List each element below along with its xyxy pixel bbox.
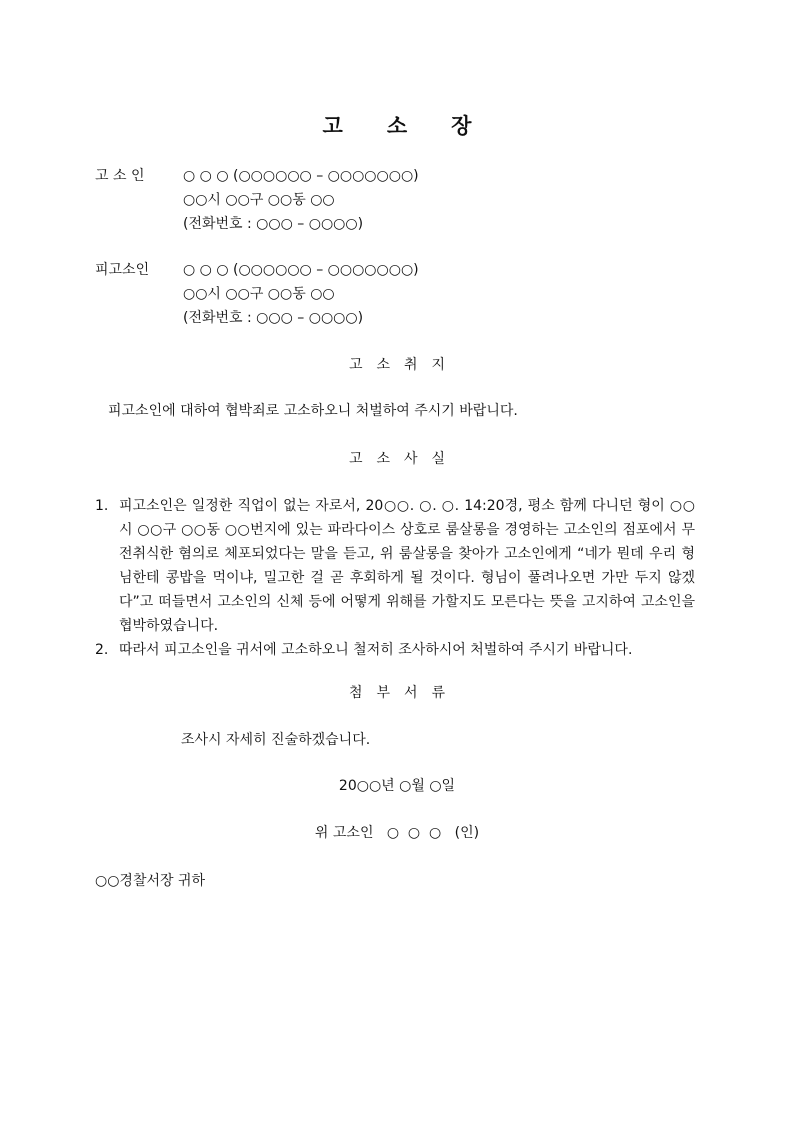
fact-text: 따라서 피고소인을 귀서에 고소하오니 철저히 조사하시어 처벌하여 주시기 바랍니다. — [119, 642, 633, 658]
fact-item — [95, 494, 695, 638]
document-title — [0, 110, 794, 140]
purpose-text: 피고소인에 대하여 협박죄로 고소하오니 처벌하여 주시기 바랍니다. — [108, 403, 518, 419]
signature-line: 위 고소인 ○ ○ ○ (인) — [314, 825, 480, 841]
heading-char: 고 — [348, 451, 363, 467]
fact-number: 2. — [95, 642, 109, 658]
defendant-label: 피고소인 — [95, 262, 150, 278]
heading-char: 소 — [376, 451, 390, 467]
attachments-text: 조사시 자세히 진술하겠습니다. — [181, 732, 371, 748]
facts-list — [95, 494, 695, 662]
heading-char: 사 — [404, 451, 418, 467]
facts-heading — [0, 448, 794, 468]
heading-char: 류 — [431, 685, 446, 701]
complainant-label: 고 소 인 — [95, 168, 145, 184]
heading-char: 첨 — [348, 685, 363, 701]
fact-number: 1. — [95, 498, 109, 514]
complainant-name-id: ○ ○ ○ (○○○○○○ – ○○○○○○○) — [183, 168, 419, 184]
addressee: ○○경찰서장 귀하 — [95, 873, 206, 889]
heading-char: 실 — [431, 451, 446, 467]
title-char: 소 — [386, 114, 408, 138]
defendant-name-id: ○ ○ ○ (○○○○○○ – ○○○○○○○) — [183, 262, 419, 278]
heading-char: 고 — [348, 357, 363, 373]
heading-char: 부 — [376, 685, 390, 701]
defendant-address: ○○시 ○○구 ○○동 ○○ — [183, 286, 335, 302]
attachments-heading — [0, 682, 794, 702]
heading-char: 지 — [431, 357, 446, 373]
document-date: 20○○년 ○월 ○일 — [338, 778, 456, 794]
title-char: 장 — [451, 114, 472, 138]
complainant-phone: (전화번호 : ○○○ – ○○○○) — [183, 216, 364, 232]
heading-char: 서 — [404, 685, 418, 701]
complainant-address: ○○시 ○○구 ○○동 ○○ — [183, 192, 335, 208]
title-char: 고 — [322, 114, 343, 138]
fact-item — [95, 638, 695, 662]
defendant-phone: (전화번호 : ○○○ – ○○○○) — [183, 310, 364, 326]
purpose-heading — [0, 354, 794, 374]
heading-char: 소 — [376, 357, 390, 373]
heading-char: 취 — [404, 357, 418, 373]
fact-text: 피고소인은 일정한 직업이 없는 자로서, 20○○. ○. ○. 14:20경, 평소 함께 다니던 형이 ○○시 ○○구 ○○동 ○○번지에 있는 파라다이스 상호로 룸살롱을 경영하는 고소인의 점포에서 무전취식한 혐의로 체포되었다는 말을 듣고, 위 룸살롱을 찾아가 고소인에게 “네가 뭔데 우리 형님한테 콩밥을 먹이냐, 밀고한 걸 곧 후회하게 될 것이다. 형님이 풀려나오면 가만 두지 않겠다”고 떠들면서 고소인의 신체 등에 어떻게 위해를 가할지도 모른다는 뜻을 고지하여 고소인을 협박하였습니다. — [119, 498, 695, 634]
